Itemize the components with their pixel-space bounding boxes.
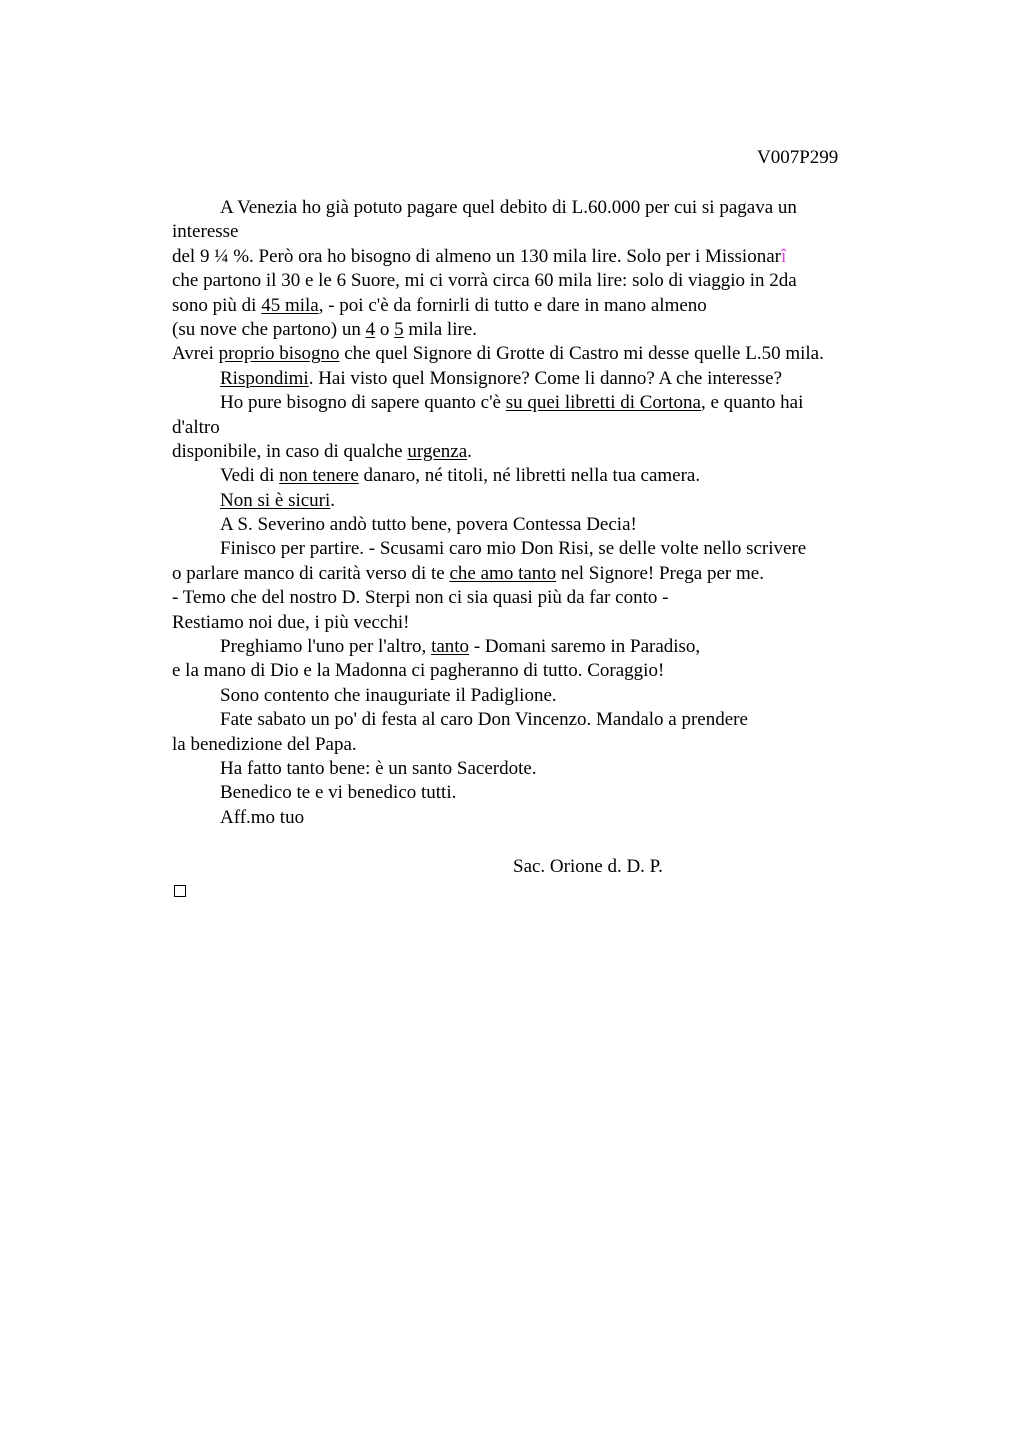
spacer bbox=[172, 830, 892, 854]
letter-line: Preghiamo l'uno per l'altro, tanto - Domani saremo in Paradiso, bbox=[220, 636, 701, 658]
letter-line: Aff.mo tuo bbox=[220, 806, 305, 828]
letter-line: Vedi di non tenere danaro, né titoli, né libretti nella tua camera. bbox=[220, 465, 701, 487]
underlined-text: 4 bbox=[365, 318, 376, 340]
underlined-text: 5 bbox=[394, 318, 404, 340]
underlined-text: urgenza bbox=[407, 440, 468, 462]
letter-line: Finisco per partire. - Scusami caro mio Don Risi, se delle volte nello scrivere bbox=[220, 538, 807, 560]
letter-line: A S. Severino andò tutto bene, povera Contessa Decia! bbox=[220, 514, 637, 536]
letter-line: Fate sabato un po' di festa al caro Don Vincenzo. Mandalo a prendere bbox=[220, 709, 748, 731]
signature: Sac. Orione d. D. P. bbox=[513, 855, 663, 877]
letter-line: del 9 ¼ %. Però ora ho bisogno di almeno un 130 mila lire. Solo per i Missionarî bbox=[172, 245, 787, 267]
letter-line: interesse bbox=[172, 221, 239, 243]
letter-line: Rispondimi. Hai visto quel Monsignore? Come li danno? A che interesse? bbox=[220, 367, 782, 389]
underlined-text: Non si è sicuri bbox=[220, 489, 331, 511]
letter-line: Sono contento che inauguriate il Padiglione. bbox=[220, 684, 557, 706]
letter-line: che partono il 30 e le 6 Suore, mi ci vorrà circa 60 mila lire: solo di viaggio in 2da bbox=[172, 270, 797, 292]
letter-line: Ho pure bisogno di sapere quanto c'è su quei libretti di Cortona, e quanto hai bbox=[220, 392, 804, 414]
letter-line: sono più di 45 mila, - poi c'è da fornirli di tutto e dare in mano almeno bbox=[172, 294, 707, 316]
letter-line: o parlare manco di carità verso di te che amo tanto nel Signore! Prega per me. bbox=[172, 562, 764, 584]
underlined-text: non tenere bbox=[279, 465, 359, 487]
letter-body bbox=[172, 196, 892, 903]
underlined-text: Rispondimi bbox=[220, 367, 309, 389]
letter-line: - Temo che del nostro D. Sterpi non ci sia quasi più da far conto - bbox=[172, 587, 669, 609]
letter-line: (su nove che partono) un 4 o 5 mila lire. bbox=[172, 318, 477, 340]
end-marker bbox=[172, 879, 892, 903]
underlined-text: 45 mila bbox=[261, 294, 319, 316]
letter-line: Non si è sicuri. bbox=[220, 489, 336, 511]
underlined-text: che amo tanto bbox=[449, 562, 557, 584]
letter-line: Avrei proprio bisogno che quel Signore di Grotte di Castro mi desse quelle L.50 mila. bbox=[172, 343, 824, 365]
letter-line: A Venezia ho già potuto pagare quel debito di L.60.000 per cui si pagava un bbox=[220, 197, 797, 218]
square-box-icon bbox=[174, 885, 186, 897]
letter-line: Ha fatto tanto bene: è un santo Sacerdote. bbox=[220, 757, 537, 779]
letter-line: Benedico te e vi benedico tutti. bbox=[220, 782, 457, 804]
letter-line: d'altro bbox=[172, 416, 220, 438]
underlined-text: proprio bisogno bbox=[218, 343, 340, 365]
letter-line: e la mano di Dio e la Madonna ci pagheranno di tutto. Coraggio! bbox=[172, 660, 665, 682]
underlined-text: tanto bbox=[431, 636, 470, 658]
underlined-text: su quei libretti di Cortona bbox=[505, 392, 701, 414]
letter-line: la benedizione del Papa. bbox=[172, 733, 357, 755]
letter-line: disponibile, in caso di qualche urgenza. bbox=[172, 440, 472, 462]
page-id: V007P299 bbox=[757, 147, 839, 168]
letter-line: Restiamo noi due, i più vecchi! bbox=[172, 611, 410, 633]
editorial-mark: î bbox=[780, 245, 787, 267]
